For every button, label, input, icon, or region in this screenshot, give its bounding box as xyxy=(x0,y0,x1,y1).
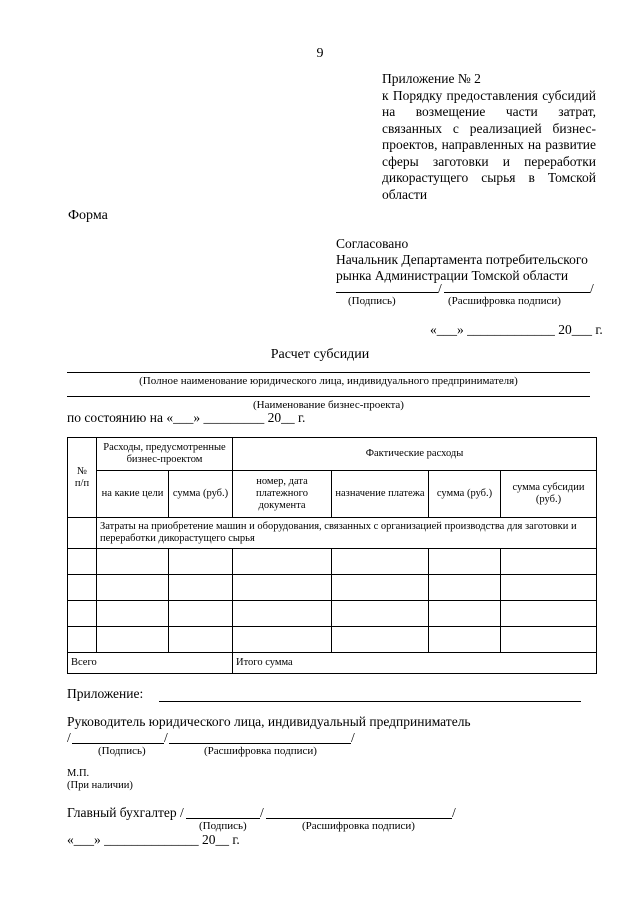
actual-sum-header: сумма (руб.) xyxy=(429,471,501,518)
approval-decoding-caption: (Расшифровка подписи) xyxy=(448,295,561,307)
actual-expenses-header: Фактические расходы xyxy=(233,438,597,471)
appendix-block xyxy=(382,71,596,203)
planned-expenses-header: Расходы, предусмотренные бизнес-проектом xyxy=(97,438,233,471)
attachment-label: Приложение: xyxy=(67,686,144,701)
head-signature-line xyxy=(72,743,164,744)
document-title: Расчет субсидии xyxy=(270,347,370,362)
accountant-slash-end: / xyxy=(452,805,456,820)
table-row xyxy=(68,627,597,653)
accountant-title: Главный бухгалтер / xyxy=(67,805,184,820)
appendix-line: на возмещение части затрат, xyxy=(382,104,596,119)
accountant-decoding-line xyxy=(266,818,452,819)
approval-title: Согласовано xyxy=(336,236,409,251)
page-number: 9 xyxy=(316,46,324,61)
appendix-line: области xyxy=(382,186,428,202)
legal-entity-line xyxy=(67,372,590,373)
accountant-signature-line xyxy=(186,818,260,819)
appendix-line: связанных с реализацией бизнес- xyxy=(382,120,596,136)
appendix-line: Приложение № 2 xyxy=(382,71,481,86)
total-sum-label: Итого сумма xyxy=(233,653,597,674)
head-signature-caption: (Подпись) xyxy=(98,745,146,757)
planned-sum-header: сумма (руб.) xyxy=(169,471,233,518)
project-line xyxy=(67,396,590,397)
approval-block xyxy=(336,236,588,284)
attachment-line xyxy=(159,701,581,702)
appendix-line: дикорастущего сырья в Томской xyxy=(382,170,596,185)
purpose-header: на какие цели xyxy=(97,471,169,518)
subsidy-table xyxy=(67,437,597,674)
accountant-signature-caption: (Подпись) xyxy=(199,820,247,832)
subsidy-sum-header: сумма субсидии (руб.) xyxy=(501,471,597,518)
approval-date: «___» _____________ 20___ г. xyxy=(430,322,603,337)
total-label: Всего xyxy=(68,653,233,674)
approval-line: рынка Администрации Томской области xyxy=(336,268,569,283)
section-number-cell xyxy=(68,518,97,549)
head-decoding-line xyxy=(169,743,351,744)
approval-signature-line xyxy=(336,292,438,293)
legal-entity-caption: (Полное наименование юридического лица, индивидуального предпринимателя) xyxy=(139,375,518,387)
section-row: Затраты на приобретение машин и оборудования, связанных с организацией производства для заготовки и переработки дикорастущего сырья xyxy=(97,518,597,549)
appendix-line: сферы заготовки и переработки xyxy=(382,153,596,169)
head-slash-mid: / xyxy=(164,730,168,745)
appendix-line: к Порядку предоставления субсидий xyxy=(382,87,596,103)
payment-purpose-header: назначение платежа xyxy=(332,471,429,518)
approval-slash: / xyxy=(438,281,442,296)
stamp-note: (При наличии) xyxy=(67,780,133,791)
accountant-decoding-caption: (Расшифровка подписи) xyxy=(302,820,415,832)
approval-decoding-line xyxy=(444,292,590,293)
head-decoding-caption: (Расшифровка подписи) xyxy=(204,745,317,757)
table-row xyxy=(68,601,597,627)
project-caption: (Наименование бизнес-проекта) xyxy=(253,399,404,411)
approval-slash-end: / xyxy=(590,281,594,296)
payment-doc-header: номер, дата платежного документа xyxy=(233,471,332,518)
form-label: Форма xyxy=(68,208,108,223)
stamp-label: М.П. xyxy=(67,768,90,779)
table-row xyxy=(68,575,597,601)
head-slash-end: / xyxy=(351,730,355,745)
table-row xyxy=(68,549,597,575)
accountant-slash-mid: / xyxy=(260,805,264,820)
accountant-date: «___» ______________ 20__ г. xyxy=(67,832,240,847)
head-title: Руководитель юридического лица, индивидуальный предприниматель xyxy=(67,714,471,729)
as-of-date: по состоянию на «___» _________ 20__ г. xyxy=(67,410,306,425)
col-number-header: № п/п xyxy=(68,438,97,518)
appendix-line: проектов, направленных на развитие xyxy=(382,137,596,152)
approval-line: Начальник Департамента потребительского xyxy=(336,252,588,267)
head-slash: / xyxy=(67,730,71,745)
approval-signature-caption: (Подпись) xyxy=(348,295,396,307)
